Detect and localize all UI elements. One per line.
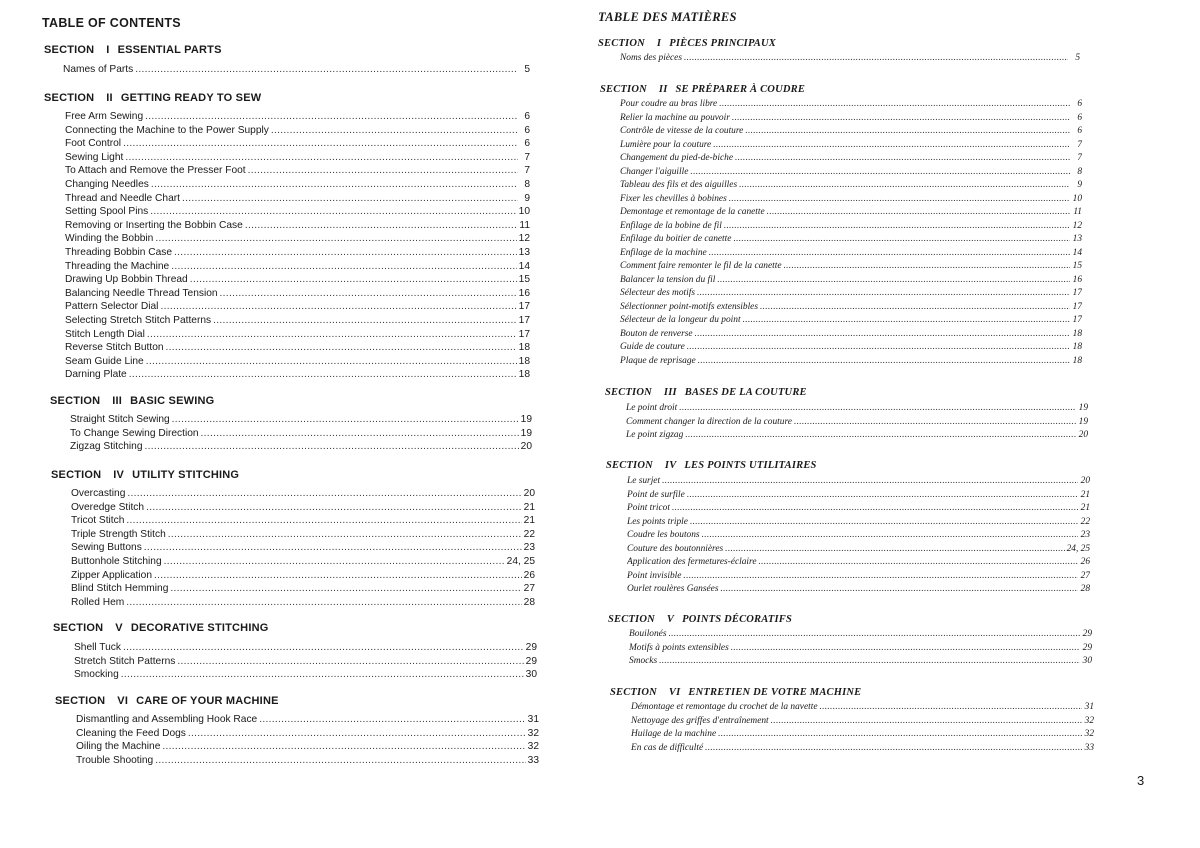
section-heading: SECTION II GETTING READY TO SEW — [44, 92, 262, 104]
toc-title: TABLE OF CONTENTS — [42, 16, 181, 30]
section-entries — [76, 713, 539, 767]
toc-entry: Point tricot ..... 21 — [627, 502, 1090, 516]
toc-entry: Seam Guide Line ..... 18 — [65, 355, 530, 369]
toc-entry: Overedge Stitch ..... 21 — [71, 501, 535, 515]
toc-entry: Smocks ..... 30 — [629, 655, 1092, 669]
toc-entry: Setting Spool Pins ..... 10 — [65, 205, 530, 219]
toc-entry: To Attach and Remove the Presser Foot ..... 7 — [65, 164, 530, 178]
toc-entry: Noms des pièces ..... 5 — [620, 52, 1080, 66]
toc-entry: Contrôle de vitesse de la couture ..... 6 — [620, 125, 1082, 139]
toc-entry: Smocking ..... 30 — [74, 668, 537, 682]
section-entries — [629, 628, 1092, 669]
section-heading: SECTION IV LES POINTS UTILITAIRES — [606, 460, 817, 471]
toc-entry: Le point zigzag ..... 20 — [626, 429, 1088, 443]
section-heading: SECTION III BASES DE LA COUTURE — [605, 387, 807, 398]
toc-entry: Foot Control ..... 6 — [65, 137, 530, 151]
toc-entry: Connecting the Machine to the Power Supply ..... 6 — [65, 124, 530, 138]
toc-entry: Huilage de la machine ..... 32 — [631, 728, 1094, 742]
section-heading: SECTION I PIÈCES PRINCIPAUX — [598, 38, 776, 49]
toc-entry: Trouble Shooting ..... 33 — [76, 754, 539, 768]
toc-entry: Plaque de reprisage ..... 18 — [620, 355, 1082, 369]
toc-entry: Sélecteur de la longeur du point ..... 17 — [620, 314, 1082, 328]
toc-entry: Overcasting ..... 20 — [71, 487, 535, 501]
toc-entry: Rolled Hem ..... 28 — [71, 596, 535, 610]
toc-entry: Sewing Buttons ..... 23 — [71, 541, 535, 555]
toc-entry: Names of Parts ..... 5 — [63, 63, 530, 77]
toc-entry: Triple Strength Stitch ..... 22 — [71, 528, 535, 542]
section-entries — [74, 641, 537, 682]
toc-entry: Point invisible ..... 27 — [627, 570, 1090, 584]
section-heading: SECTION I ESSENTIAL PARTS — [44, 44, 222, 56]
toc-entry: Pattern Selector Dial ..... 17 — [65, 300, 530, 314]
section-heading: SECTION V DECORATIVE STITCHING — [53, 622, 269, 634]
toc-entry: Le point droit ..... 19 — [626, 402, 1088, 416]
toc-entry: Dismantling and Assembling Hook Race ..... 31 — [76, 713, 539, 727]
toc-entry: Threading Bobbin Case ..... 13 — [65, 246, 530, 260]
toc-title: TABLE DES MATIÈRES — [598, 10, 737, 24]
toc-entry: Winding the Bobbin ..... 12 — [65, 232, 530, 246]
toc-entry: Selecting Stretch Stitch Patterns ..... 17 — [65, 314, 530, 328]
section-entries — [626, 402, 1088, 443]
toc-entry: Enfilage du boitier de canette ..... 13 — [620, 233, 1082, 247]
toc-entry: En cas de difficulté ..... 33 — [631, 742, 1094, 756]
toc-entry: Free Arm Sewing ..... 6 — [65, 110, 530, 124]
page-number: 3 — [1137, 773, 1145, 788]
section-entries — [65, 110, 530, 382]
toc-entry: Démontage et remontage du crochet de la navette ..... 31 — [631, 701, 1094, 715]
toc-entry: Relier la machine au pouvoir ..... 6 — [620, 112, 1082, 126]
toc-entry: Balancing Needle Thread Tension ..... 16 — [65, 287, 530, 301]
section-entries — [631, 701, 1094, 755]
toc-entry: Threading the Machine ..... 14 — [65, 260, 530, 274]
toc-entry: Stitch Length Dial ..... 17 — [65, 328, 530, 342]
toc-entry: Le surjet ..... 20 — [627, 475, 1090, 489]
section-entries — [620, 52, 1080, 66]
section-heading: SECTION VI CARE OF YOUR MACHINE — [55, 695, 279, 707]
toc-entry: Reverse Stitch Button ..... 18 — [65, 341, 530, 355]
toc-entry: Drawing Up Bobbin Thread ..... 15 — [65, 273, 530, 287]
toc-entry: Demontage et remontage de la canette ..... 11 — [620, 206, 1082, 220]
toc-entry: Application des fermetures-éclaire ..... 26 — [627, 556, 1090, 570]
toc-entry: Point de surfile ..... 21 — [627, 489, 1090, 503]
toc-entry: Guide de couture ..... 18 — [620, 341, 1082, 355]
toc-entry: Motifs à points extensibles ..... 29 — [629, 642, 1092, 656]
toc-entry: Cleaning the Feed Dogs ..... 32 — [76, 727, 539, 741]
section-heading: SECTION V POINTS DÉCORATIFS — [608, 614, 793, 625]
toc-entry: Buttonhole Stitching ..... 24, 25 — [71, 555, 535, 569]
section-heading: SECTION IV UTILITY STITCHING — [51, 469, 240, 481]
toc-entry: Stretch Stitch Patterns ..... 29 — [74, 655, 537, 669]
section-entries — [620, 98, 1082, 368]
toc-entry: Tableau des fils et des aiguilles ..... 9 — [620, 179, 1082, 193]
toc-entry: Balancer la tension du fil ..... 16 — [620, 274, 1082, 288]
toc-entry: Pour coudre au bras libre ..... 6 — [620, 98, 1082, 112]
toc-entry: Sewing Light ..... 7 — [65, 151, 530, 165]
toc-entry: Comment faire remonter le fil de la canette ..... 15 — [620, 260, 1082, 274]
toc-entry: Straight Stitch Sewing ..... 19 — [70, 413, 532, 427]
toc-entry: Changement du pied-de-biche ..... 7 — [620, 152, 1082, 166]
toc-entry: Shell Tuck ..... 29 — [74, 641, 537, 655]
toc-entry: Sélectionner point-motifs extensibles ..... 17 — [620, 301, 1082, 315]
toc-entry: Blind Stitch Hemming ..... 27 — [71, 582, 535, 596]
toc-entry: Changer l'aiguille ..... 8 — [620, 166, 1082, 180]
toc-entry: Thread and Needle Chart ..... 9 — [65, 192, 530, 206]
section-entries — [627, 475, 1090, 597]
toc-entry: Nettoyage des griffes d'entraînement ..... 32 — [631, 715, 1094, 729]
toc-entry: Removing or Inserting the Bobbin Case ..... 11 — [65, 219, 530, 233]
section-entries — [71, 487, 535, 609]
section-entries — [63, 63, 530, 77]
toc-entry: To Change Sewing Direction ..... 19 — [70, 427, 532, 441]
toc-entry: Bouilonés ..... 29 — [629, 628, 1092, 642]
toc-entry: Couture des boutonnières ..... 24, 25 — [627, 543, 1090, 557]
toc-entry: Zipper Application ..... 26 — [71, 569, 535, 583]
toc-entry: Enfilage de la machine ..... 14 — [620, 247, 1082, 261]
toc-entry: Tricot Stitch ..... 21 — [71, 514, 535, 528]
toc-entry: Sélecteur des motifs ..... 17 — [620, 287, 1082, 301]
toc-entry: Les points triple ..... 22 — [627, 516, 1090, 530]
toc-entry: Zigzag Stitching ..... 20 — [70, 440, 532, 454]
toc-entry: Ourlet roulères Gansées ..... 28 — [627, 583, 1090, 597]
toc-entry: Oiling the Machine ..... 32 — [76, 740, 539, 754]
section-heading: SECTION III BASIC SEWING — [50, 395, 215, 407]
toc-entry: Lumière pour la couture ..... 7 — [620, 139, 1082, 153]
section-entries — [70, 413, 532, 454]
toc-entry: Bouton de renverse ..... 18 — [620, 328, 1082, 342]
toc-entry: Fixer les chevilles à bobines ..... 10 — [620, 193, 1082, 207]
section-heading: SECTION II SE PRÉPARER À COUDRE — [600, 84, 806, 95]
toc-entry: Enfilage de la bobine de fil ..... 12 — [620, 220, 1082, 234]
toc-entry: Changing Needles ..... 8 — [65, 178, 530, 192]
toc-entry: Comment changer la direction de la couture ..... 19 — [626, 416, 1088, 430]
toc-entry: Coudre les boutons ..... 23 — [627, 529, 1090, 543]
section-heading: SECTION VI ENTRETIEN DE VOTRE MACHINE — [610, 687, 862, 698]
toc-entry: Darning Plate ..... 18 — [65, 368, 530, 382]
